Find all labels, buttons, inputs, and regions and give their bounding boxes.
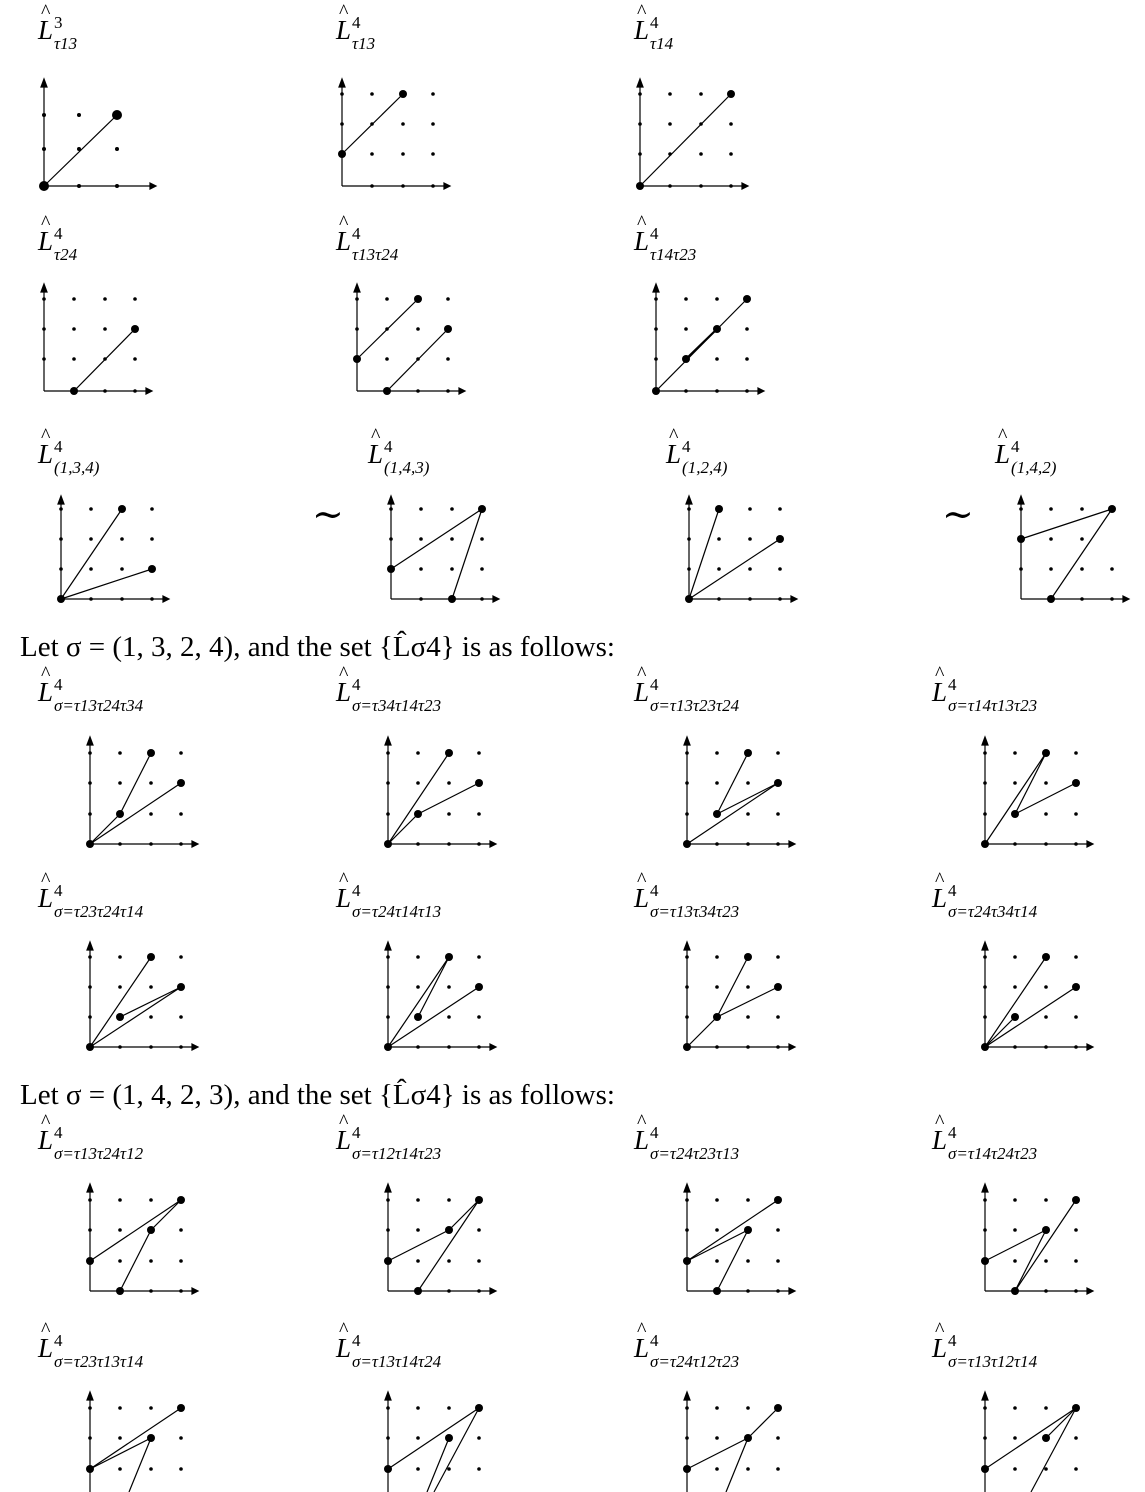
label-s1r1c0: ^ L 4 σ=τ23τ24τ14 bbox=[38, 882, 143, 920]
label-r2c1: ^ L 4 (1,4,3) bbox=[368, 438, 429, 476]
plot-s2r1c1 bbox=[374, 1388, 504, 1492]
plot-r0c1 bbox=[328, 75, 458, 200]
plot-s2r1c2 bbox=[673, 1388, 803, 1492]
plot-s1r1c2 bbox=[673, 938, 803, 1063]
label-s1r0c0: ^ L 4 σ=τ13τ24τ34 bbox=[38, 676, 143, 714]
plot-s1r1c0 bbox=[76, 938, 206, 1063]
plot-s2r0c0 bbox=[76, 1180, 206, 1305]
label-s2r1c0: ^ L 4 σ=τ23τ13τ14 bbox=[38, 1332, 143, 1370]
plot-s2r0c2 bbox=[673, 1180, 803, 1305]
sigma1-intro-text: Let σ = (1, 3, 2, 4), and the set {L̂σ4} is as follows: bbox=[20, 631, 615, 663]
tilde-2: ∼ bbox=[942, 494, 974, 536]
plot-s1r1c1 bbox=[374, 938, 504, 1063]
plot-r0c2 bbox=[626, 75, 756, 200]
plot-s1r1c3 bbox=[971, 938, 1101, 1063]
plot-s1r0c0 bbox=[76, 733, 206, 858]
label-s2r0c1: ^ L 4 σ=τ12τ14τ23 bbox=[336, 1124, 441, 1162]
label-r1c1: ^ L 4 τ13τ24 bbox=[336, 225, 398, 263]
label-s2r0c2: ^ L 4 σ=τ24τ23τ13 bbox=[634, 1124, 739, 1162]
tilde-1: ∼ bbox=[312, 494, 344, 536]
label-r0c0: ^ L 3 τ13 bbox=[38, 14, 77, 52]
label-s2r0c3: ^ L 4 σ=τ14τ24τ23 bbox=[932, 1124, 1037, 1162]
plot-s1r0c2 bbox=[673, 733, 803, 858]
plot-r2c1 bbox=[377, 492, 507, 617]
label-s1r0c1: ^ L 4 σ=τ34τ14τ23 bbox=[336, 676, 441, 714]
label-s2r1c3: ^ L 4 σ=τ13τ12τ14 bbox=[932, 1332, 1037, 1370]
label-s1r1c3: ^ L 4 σ=τ24τ34τ14 bbox=[932, 882, 1037, 920]
label-r2c3: ^ L 4 (1,4,2) bbox=[995, 438, 1056, 476]
label-s1r1c2: ^ L 4 σ=τ13τ34τ23 bbox=[634, 882, 739, 920]
label-r2c0: ^ L 4 (1,3,4) bbox=[38, 438, 99, 476]
plot-r0c0 bbox=[30, 75, 160, 200]
plot-s1r0c1 bbox=[374, 733, 504, 858]
plot-s1r0c3 bbox=[971, 733, 1101, 858]
label-r1c2: ^ L 4 τ14τ23 bbox=[634, 225, 696, 263]
plot-r1c0 bbox=[30, 280, 160, 405]
label-s1r1c1: ^ L 4 σ=τ24τ14τ13 bbox=[336, 882, 441, 920]
label-r0c1: ^ L 4 τ13 bbox=[336, 14, 375, 52]
label-s2r1c2: ^ L 4 σ=τ24τ12τ23 bbox=[634, 1332, 739, 1370]
label-s2r0c0: ^ L 4 σ=τ13τ24τ12 bbox=[38, 1124, 143, 1162]
label-r2c2: ^ L 4 (1,2,4) bbox=[666, 438, 727, 476]
sigma2-intro-text: Let σ = (1, 4, 2, 3), and the set {L̂σ4} is as follows: bbox=[20, 1079, 615, 1111]
plot-s2r1c0 bbox=[76, 1388, 206, 1492]
plot-r2c3 bbox=[1007, 492, 1137, 617]
plot-s2r1c3 bbox=[971, 1388, 1101, 1492]
plot-s2r0c1 bbox=[374, 1180, 504, 1305]
plot-r2c0 bbox=[47, 492, 177, 617]
label-r1c0: ^ L 4 τ24 bbox=[38, 225, 77, 263]
plot-s2r0c3 bbox=[971, 1180, 1101, 1305]
label-s2r1c1: ^ L 4 σ=τ13τ14τ24 bbox=[336, 1332, 441, 1370]
plot-r1c2 bbox=[642, 280, 772, 405]
plot-r1c1 bbox=[343, 280, 473, 405]
label-s1r0c3: ^ L 4 σ=τ14τ13τ23 bbox=[932, 676, 1037, 714]
label-s1r0c2: ^ L 4 σ=τ13τ23τ24 bbox=[634, 676, 739, 714]
plot-r2c2 bbox=[675, 492, 805, 617]
label-r0c2: ^ L 4 τ14 bbox=[634, 14, 673, 52]
